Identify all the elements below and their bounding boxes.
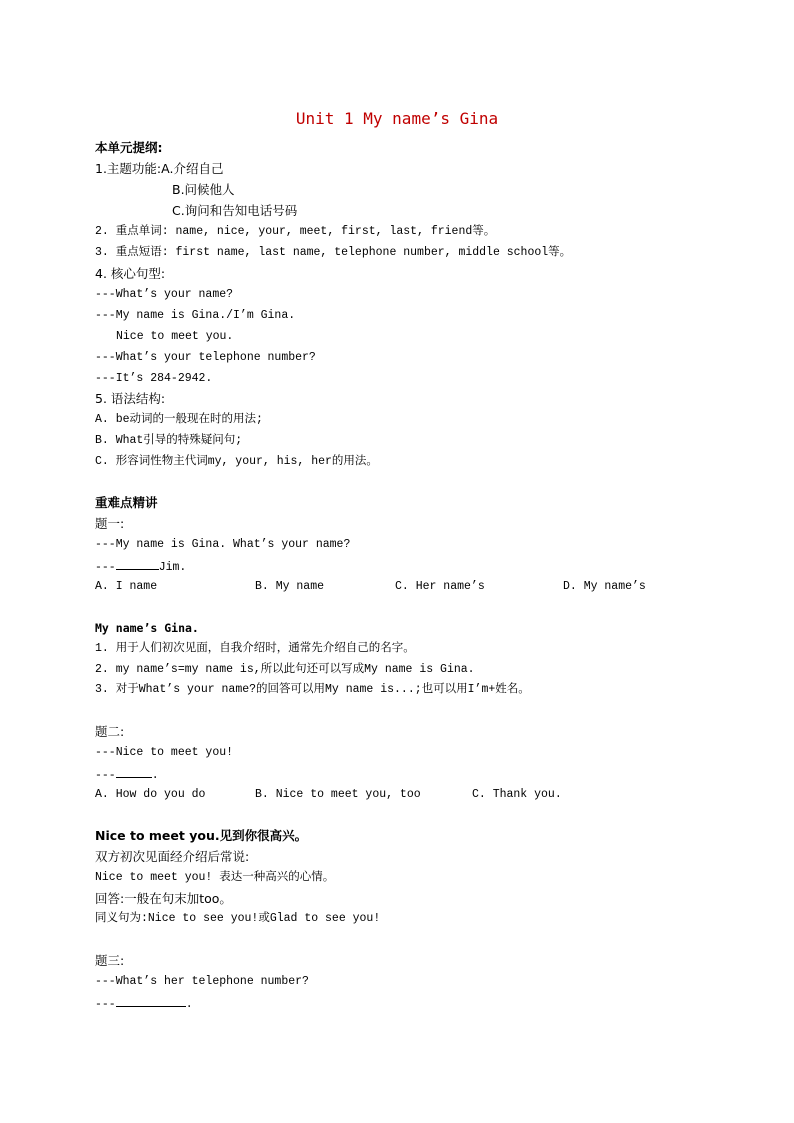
question-3-answer	[95, 995, 193, 1013]
note-1-line-2: 2. my name’s=my name is,所以此句还可以写成My name is Gina.	[95, 663, 475, 676]
function-b: B.问候他人	[172, 182, 235, 197]
answer-blank	[116, 558, 159, 570]
note-2-line-4: 同义句为:Nice to see you!或Glad to see you!	[95, 912, 381, 925]
answer-suffix: .	[185, 998, 193, 1011]
sentence-1: ---What’s your name?	[95, 288, 234, 301]
note-1-heading: My name’s Gina.	[95, 621, 199, 635]
key-points-heading: 重难点精讲	[95, 495, 158, 510]
answer-prefix: ---	[95, 561, 116, 574]
option-c: C. Thank you.	[472, 788, 562, 801]
question-2-label: 题二:	[95, 724, 125, 739]
function-a: A.介绍自己	[161, 161, 224, 176]
answer-suffix: Jim.	[158, 561, 187, 574]
note-1-line-3: 3. 对于What’s your name?的回答可以用My name is...;也可以用I’m+姓名。	[95, 683, 530, 696]
option-a: A. I name	[95, 580, 158, 593]
function-c: C.询问和告知电话号码	[172, 203, 298, 218]
option-b: B. My name	[255, 580, 325, 593]
sentence-3: Nice to meet you.	[116, 330, 234, 343]
question-3-line: ---What’s her telephone number?	[95, 975, 309, 988]
question-2-answer	[95, 766, 159, 784]
answer-suffix: .	[151, 769, 159, 782]
function-label-text: 1.主题功能:	[95, 161, 162, 176]
note-1-line-1: 1. 用于人们初次见面，自我介绍时，通常先介绍自己的名字。	[95, 642, 415, 655]
answer-blank	[116, 766, 152, 778]
sentence-2: ---My name is Gina./I’m Gina.	[95, 309, 296, 322]
grammar-a: A. be动词的一般现在时的用法;	[95, 413, 263, 426]
note-2-line-2: Nice to meet you! 表达一种高兴的心情。	[95, 871, 335, 884]
grammar-b: B. What引导的特殊疑问句;	[95, 434, 243, 447]
grammar-label: 5. 语法结构:	[95, 391, 166, 406]
note-2-heading: Nice to meet you.见到你很高兴。	[95, 828, 308, 843]
outline-heading: 本单元提纲:	[95, 140, 163, 155]
note-2-line-3: 回答:一般在句末加too。	[95, 891, 232, 906]
page-title: Unit 1 My name’s Gina	[295, 109, 499, 128]
sentence-4: ---What’s your telephone number?	[95, 351, 316, 364]
answer-prefix: ---	[95, 769, 116, 782]
option-b: B. Nice to meet you, too	[255, 788, 421, 801]
note-2-line-1: 双方初次见面经介绍后常说:	[95, 849, 250, 864]
sentences-label: 4. 核心句型:	[95, 266, 166, 281]
key-phrases: 3. 重点短语: first name, last name, telephone number, middle school等。	[95, 246, 572, 259]
key-words: 2. 重点单词: name, nice, your, meet, first, last, friend等。	[95, 225, 496, 238]
option-c: C. Her name’s	[395, 580, 485, 593]
answer-blank	[116, 995, 186, 1007]
question-3-label: 题三:	[95, 953, 125, 968]
question-1-line: ---My name is Gina. What’s your name?	[95, 538, 351, 551]
question-2-line: ---Nice to meet you!	[95, 746, 234, 759]
grammar-c: C. 形容词性物主代词my, your, his, her的用法。	[95, 455, 378, 468]
function-label	[95, 161, 223, 177]
option-d: D. My name’s	[563, 580, 646, 593]
sentence-5: ---It’s 284-2942.	[95, 372, 213, 385]
answer-prefix: ---	[95, 998, 116, 1011]
question-1-label: 题一:	[95, 516, 125, 531]
question-1-answer	[95, 558, 186, 576]
option-a: A. How do you do	[95, 788, 206, 801]
